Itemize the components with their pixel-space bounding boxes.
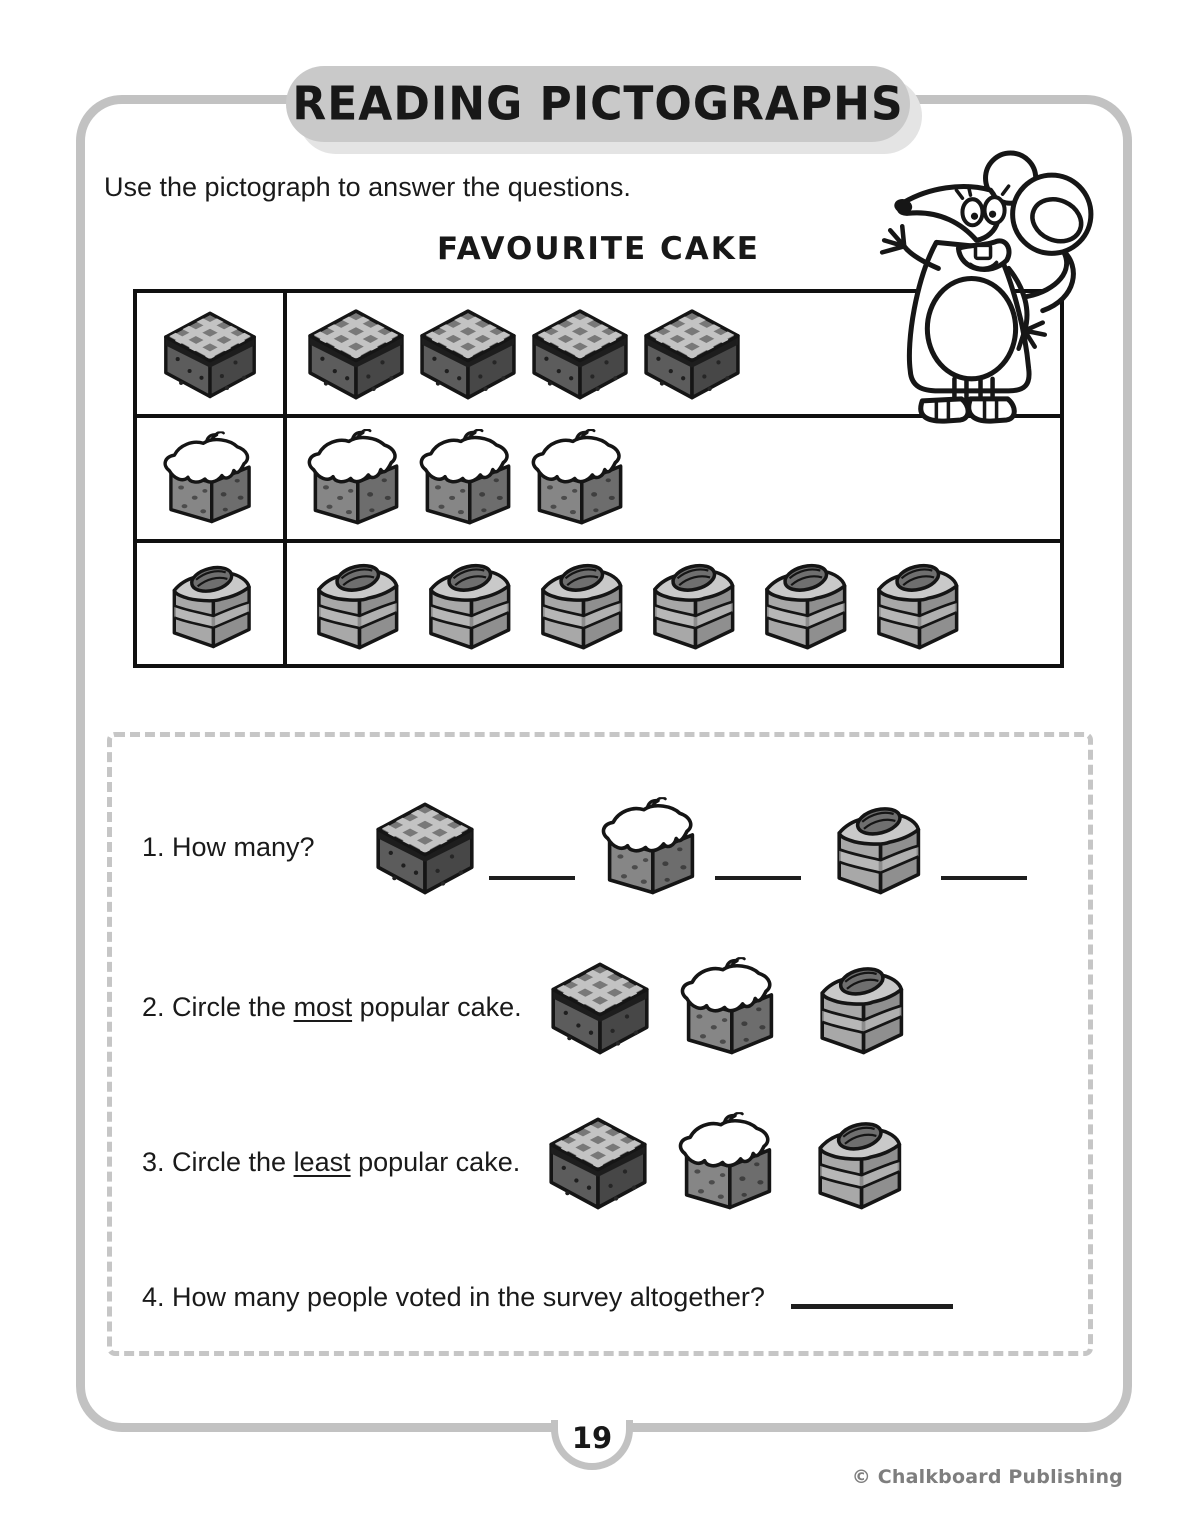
mouse-illustration <box>858 148 1094 429</box>
answer-blank[interactable] <box>941 876 1027 880</box>
title-banner <box>286 66 910 142</box>
cake-chocolate-icon <box>415 304 521 403</box>
question-cake-choice <box>676 957 784 1058</box>
value-cell-frosted <box>287 418 1060 539</box>
mouse-tail <box>1027 250 1074 310</box>
cake-frosted-icon <box>159 431 261 527</box>
cake-chocolate-icon[interactable] <box>546 957 654 1058</box>
question-3-text: 3. Circle the least popular cake. <box>142 1146 521 1177</box>
mouse-eye <box>962 199 982 225</box>
cake-layer-icon <box>527 554 633 653</box>
cake-layer-icon <box>639 554 745 653</box>
question-1 <box>142 789 1068 905</box>
question-2 <box>142 947 1068 1067</box>
page-number: 19 <box>571 1421 613 1455</box>
cake-chocolate-icon[interactable] <box>544 1112 652 1213</box>
mouse-eye <box>985 197 1005 223</box>
question-1-text: 1. How many? <box>142 831 315 862</box>
cake-frosted-icon[interactable] <box>597 797 705 898</box>
question-3 <box>142 1102 1068 1222</box>
question-4-text: 4. How many people voted in the survey altogether? <box>142 1281 765 1312</box>
cake-chocolate-icon[interactable] <box>371 797 479 898</box>
cake-layer-icon <box>751 554 857 653</box>
question-cake-choice <box>546 957 654 1058</box>
answer-blank[interactable] <box>791 1304 953 1309</box>
cake-layer-icon[interactable] <box>823 797 931 898</box>
question-cake-choice <box>544 1112 652 1213</box>
cake-layer-icon <box>159 556 261 652</box>
question-cake-choice <box>674 1112 782 1213</box>
cake-layer-icon[interactable] <box>804 1112 912 1213</box>
cake-chocolate-icon <box>527 304 633 403</box>
question-3-icons <box>544 1112 934 1213</box>
answer-blank[interactable] <box>489 876 575 880</box>
key-cell-frosted <box>137 418 287 539</box>
question-cake-choice <box>371 797 575 898</box>
cake-frosted-icon[interactable] <box>674 1112 782 1213</box>
cake-layer-icon[interactable] <box>806 957 914 1058</box>
cake-frosted-icon[interactable] <box>676 957 784 1058</box>
question-cake-choice <box>597 797 801 898</box>
page-number-badge <box>551 1420 633 1470</box>
cake-chocolate-icon <box>303 304 409 403</box>
question-4 <box>142 1262 1068 1332</box>
question-cake-choice <box>806 957 914 1058</box>
cake-layer-icon <box>415 554 521 653</box>
question-cake-choice <box>804 1112 912 1213</box>
cake-chocolate-icon <box>639 304 745 403</box>
cake-frosted-icon <box>527 429 633 528</box>
question-2-text: 2. Circle the most popular cake. <box>142 991 522 1022</box>
cake-layer-icon <box>863 554 969 653</box>
page-title: READING PICTOGRAPHS <box>292 77 904 131</box>
pictograph-row-layer <box>137 539 1060 664</box>
cake-chocolate-icon <box>159 306 261 402</box>
pictograph-row-frosted <box>137 414 1060 539</box>
key-cell-chocolate <box>137 293 287 414</box>
questions-box <box>107 732 1093 1356</box>
cake-layer-icon <box>303 554 409 653</box>
value-cell-layer <box>287 543 1060 664</box>
question-1-icons <box>371 797 1049 898</box>
cake-frosted-icon <box>415 429 521 528</box>
instruction-text: Use the pictograph to answer the questions. <box>104 172 631 202</box>
cake-frosted-icon <box>303 429 409 528</box>
chart-title: FAVOURITE CAKE <box>437 231 760 267</box>
question-2-icons <box>546 957 936 1058</box>
copyright-text: © Chalkboard Publishing <box>851 1466 1123 1488</box>
question-cake-choice <box>823 797 1027 898</box>
answer-blank[interactable] <box>715 876 801 880</box>
key-cell-layer <box>137 543 287 664</box>
